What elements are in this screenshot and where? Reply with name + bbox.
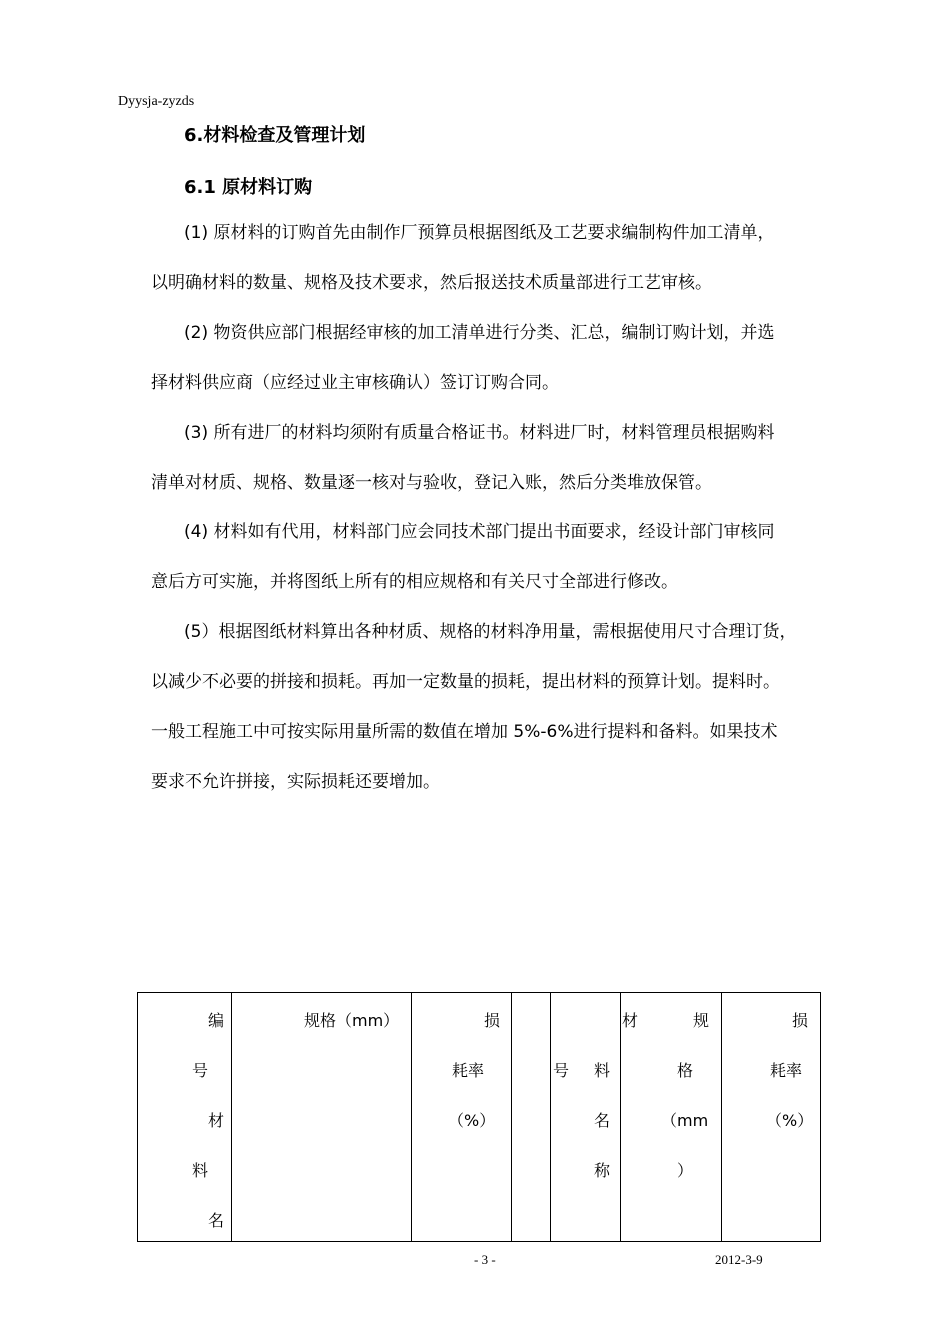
- paragraph-line: 择材料供应商（应经过业主审核确认）签订订购合同。: [151, 373, 559, 393]
- cell-text: 名: [208, 1211, 225, 1230]
- material-loss-table: [137, 992, 821, 1242]
- cell-text: 耗率: [452, 1061, 485, 1080]
- cell-text: （%）: [448, 1111, 496, 1130]
- paragraph-line: 意后方可实施，并将图纸上所有的相应规格和有关尺寸全部进行修改。: [151, 572, 678, 592]
- paragraph-2: [151, 308, 861, 408]
- cell-text: 称: [594, 1161, 611, 1180]
- cell-text: 料: [192, 1161, 209, 1180]
- table-cell: [621, 993, 722, 1242]
- table-cell: [722, 993, 821, 1242]
- paragraph-line: 以明确材料的数量、规格及技术要求，然后报送技术质量部进行工艺审核。: [151, 273, 712, 293]
- paragraph-line: 清单对材质、规格、数量逐一核对与验收，登记入账，然后分类堆放保管。: [151, 473, 712, 493]
- table-cell: [412, 993, 512, 1242]
- paragraph-line: 一般工程施工中可按实际用量所需的数值在增加 5%-6%进行提料和备料。如果技术: [151, 722, 778, 742]
- cell-text: （%）: [766, 1111, 814, 1130]
- cell-text: 格: [677, 1061, 694, 1080]
- page-header: Dyysja-zyzds: [118, 94, 195, 109]
- table-cell: [232, 993, 412, 1242]
- cell-text: 料: [594, 1061, 611, 1080]
- paragraph-line: (5）根据图纸材料算出各种材质、规格的材料净用量，需根据使用尺寸合理订货，: [184, 622, 797, 642]
- table-row: [138, 993, 821, 1242]
- paragraph-line: (3) 所有进厂的材料均须附有质量合格证书。材料进厂时，材料管理员根据购料: [184, 423, 775, 443]
- paragraph-line: (2) 物资供应部门根据经审核的加工清单进行分类、汇总，编制订购计划，并选: [184, 323, 775, 343]
- subsection-title: 6.1 原材料订购: [184, 177, 313, 198]
- paragraph-line: 以减少不必要的拼接和损耗。再加一定数量的损耗，提出材料的预算计划。提料时。: [151, 672, 780, 692]
- cell-text: 名: [594, 1111, 611, 1130]
- cell-text: 号: [192, 1061, 209, 1080]
- cell-text: （mm: [661, 1111, 709, 1130]
- paragraph-line: (4) 材料如有代用，材料部门应会同技术部门提出书面要求，经设计部门审核同: [184, 522, 775, 542]
- paragraph-line: 要求不允许拼接，实际损耗还要增加。: [151, 772, 440, 792]
- cell-text: 损: [484, 1011, 501, 1030]
- cell-text: 规格（mm）: [304, 1011, 400, 1030]
- section-title: 6.材料检查及管理计划: [184, 125, 366, 146]
- paragraph-4: [151, 507, 861, 607]
- cell-text: 耗率: [770, 1061, 803, 1080]
- cell-text: 编: [208, 1011, 225, 1030]
- cell-text: 损: [792, 1011, 809, 1030]
- paragraph-1: [151, 208, 861, 308]
- table-cell: [551, 993, 621, 1242]
- cell-text: 规: [693, 1011, 710, 1030]
- table-cell: [138, 993, 232, 1242]
- page-number: - 3 -: [474, 1252, 496, 1267]
- cell-text: 号: [553, 1061, 570, 1080]
- cell-text: 材: [622, 1011, 639, 1030]
- cell-text: ）: [677, 1161, 694, 1180]
- paragraph-line: (1) 原材料的订购首先由制作厂预算员根据图纸及工艺要求编制构件加工清单，: [184, 223, 775, 243]
- cell-text: 材: [208, 1111, 225, 1130]
- footer-date: 2012-3-9: [715, 1252, 763, 1267]
- table-cell: [512, 993, 551, 1242]
- paragraph-3: [151, 408, 861, 508]
- paragraph-5: [151, 607, 861, 807]
